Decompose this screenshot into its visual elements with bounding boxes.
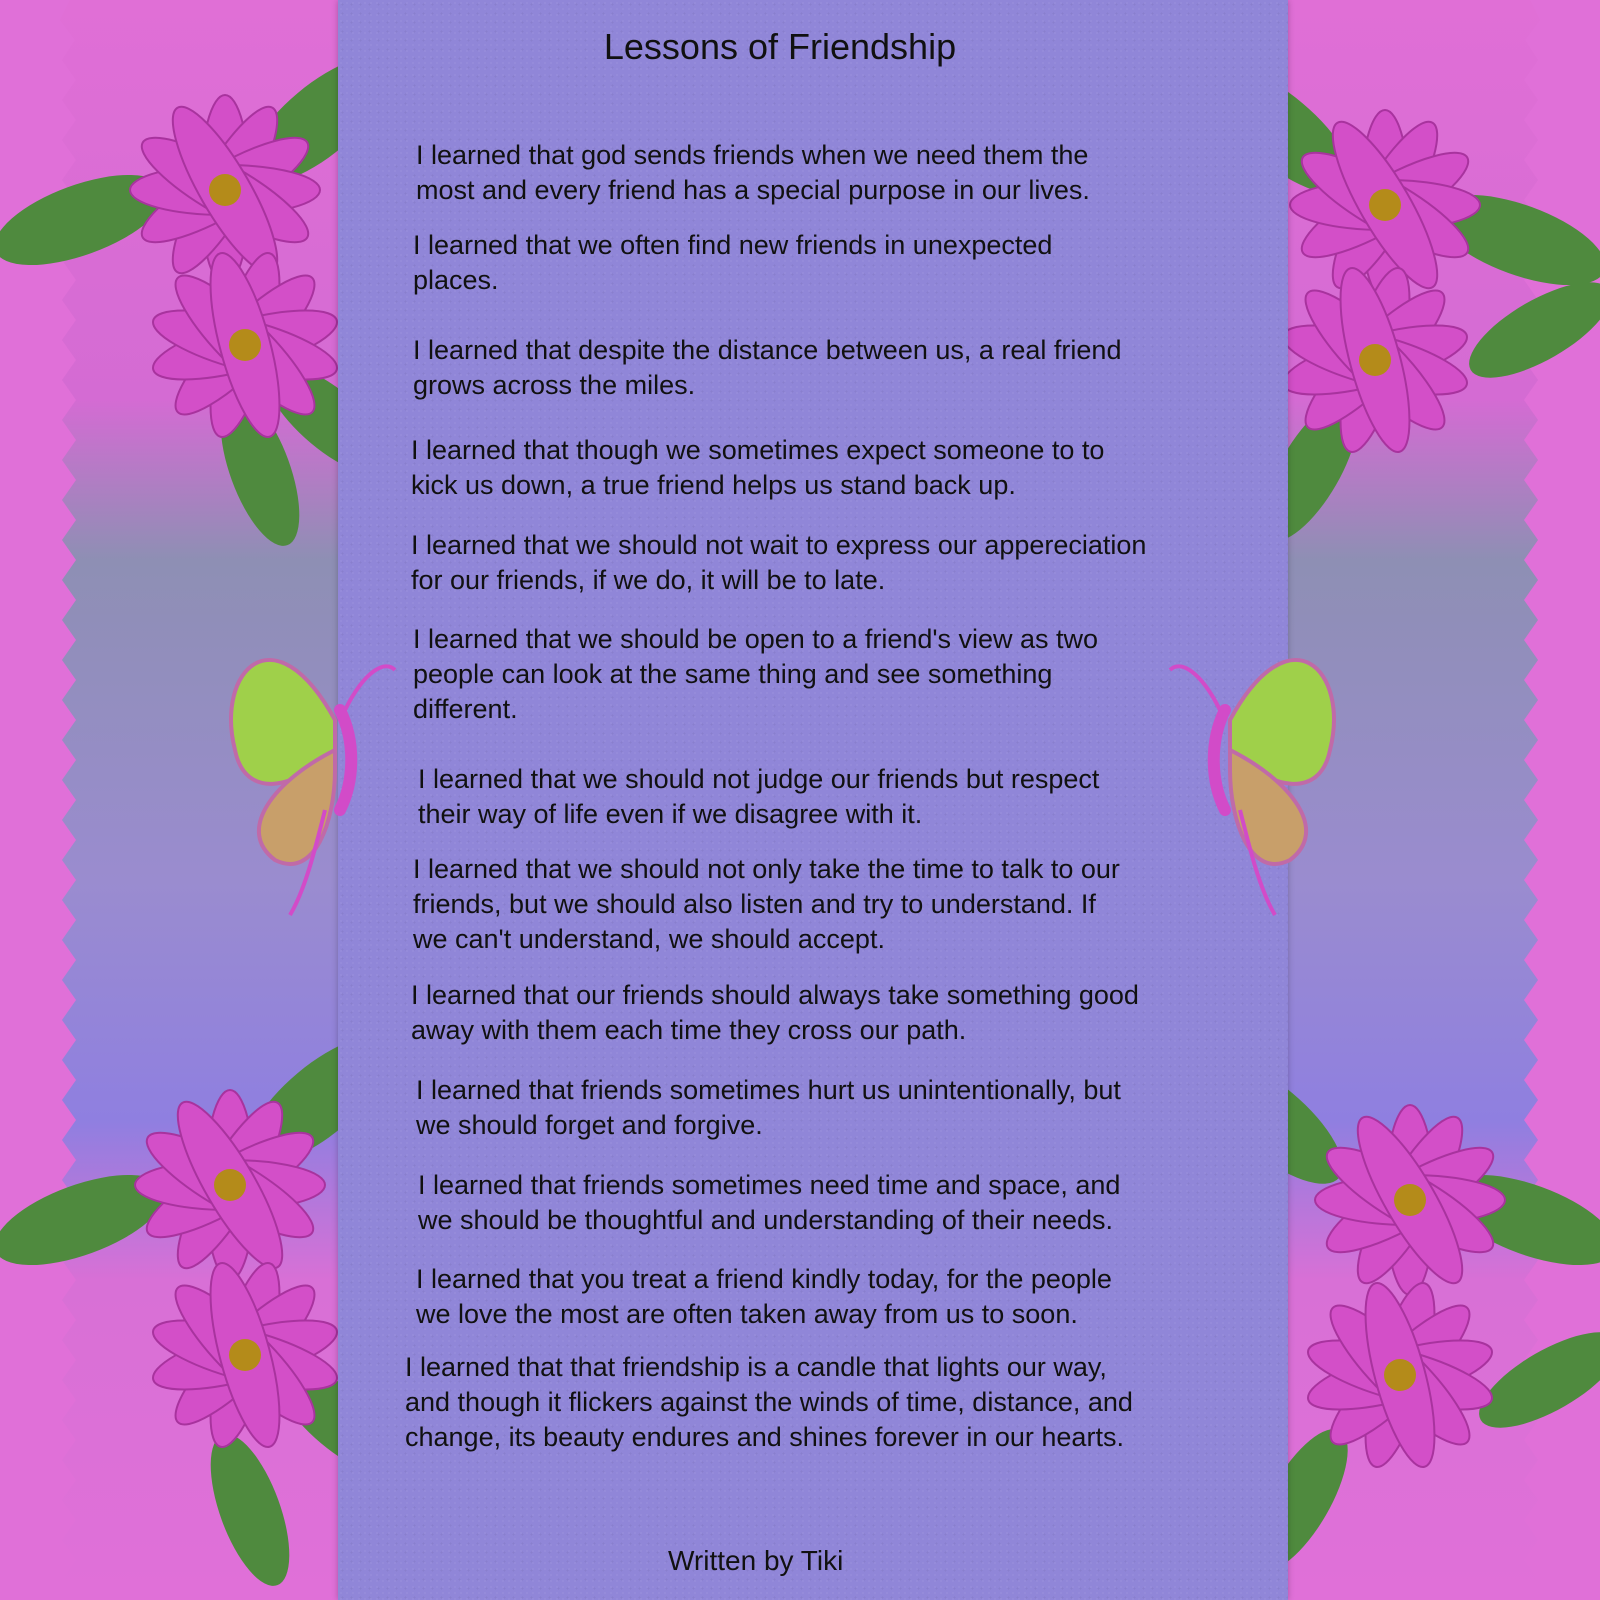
verse-3: I learned that despite the distance between us, a real friend grows across the miles. — [413, 335, 1122, 400]
poem-title: Lessons of Friendship — [603, 26, 957, 67]
verse-10: I learned that friends sometimes hurt us unintentionally, but we should forget and forgive. — [416, 1075, 1121, 1140]
verse-13: I learned that that friendship is a candle that lights our way, and though it flickers against the winds of time, distance, and change, its beauty endures and shines forever in our hearts. — [405, 1352, 1133, 1452]
verse-4: I learned that though we sometimes expect someone to to kick us down, a true friend helps us stand back up. — [411, 435, 1105, 500]
author-credit: Written by Tiki — [668, 1545, 844, 1576]
verse-8: I learned that we should not only take the time to talk to our friends, but we should also listen and try to understand. If we can't understand, we should accept. — [413, 854, 1120, 954]
verse-12: I learned that you treat a friend kindly today, for the people we love the most are often taken away from us to soon. — [416, 1264, 1112, 1329]
verse-5: I learned that we should not wait to express our appereciation for our friends, if we do, it will be to late. — [411, 530, 1147, 595]
verse-9: I learned that our friends should always take something good away with them each time they cross our path. — [411, 980, 1139, 1045]
verse-1: I learned that god sends friends when we need them the most and every friend has a special purpose in our lives. — [416, 140, 1090, 205]
verse-6: I learned that we should be open to a friend's view as two people can look at the same thing and see something different. — [413, 624, 1099, 724]
left-butterfly-icon — [215, 630, 405, 930]
verse-11: I learned that friends sometimes need time and space, and we should be thoughtful and understanding of their needs. — [418, 1170, 1121, 1235]
verse-7: I learned that we should not judge our friends but respect their way of life even if we disagree with it. — [418, 764, 1100, 829]
verse-2: I learned that we often find new friends in unexpected places. — [413, 230, 1053, 295]
